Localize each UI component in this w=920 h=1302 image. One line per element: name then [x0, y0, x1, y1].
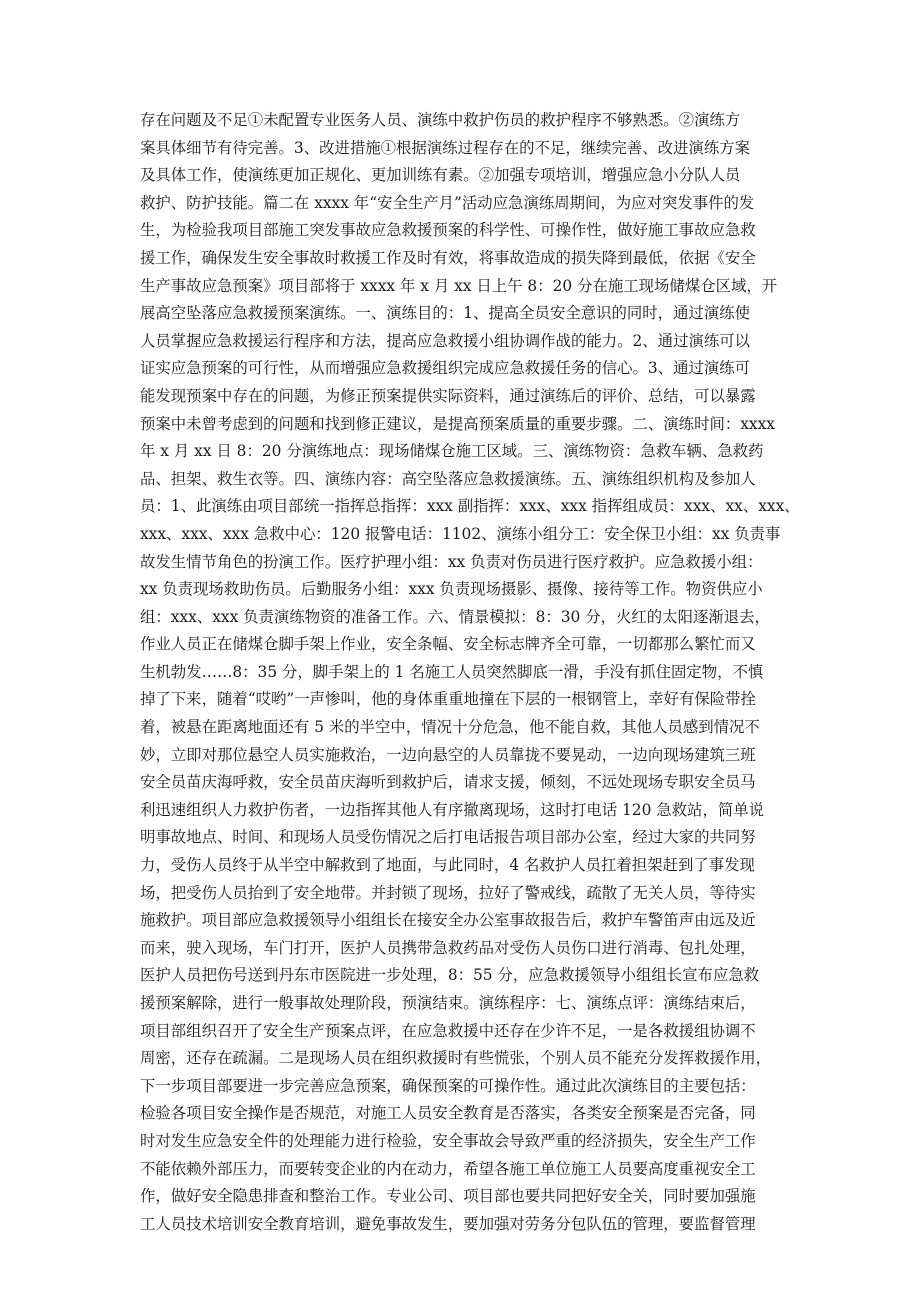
text-line: xxx、xxx、xxx 急救中心：120 报警电话：1102、演练小组分工：安全保卫小组：xx 负责事: [140, 524, 781, 543]
text-line: 救护、防护技能。篇二在 xxxx 年“安全生产月”活动应急演练周期间，为应对突发事件的发: [140, 193, 755, 212]
text-line: 力，受伤人员终于从半空中解救到了地面，与此同时，4 名救护人员扛着担架赶到了事发现: [140, 856, 755, 875]
text-line: 能发现预案中存在的问题，为修正预案提供实际资料，通过演练后的评价、总结，可以暴露: [140, 386, 756, 405]
text-line: 品、担架、救生衣等。四、演练内容：高空坠落应急救援演练。五、演练组织机构及参加人: [140, 469, 756, 488]
text-line: 故发生情节角色的扮演工作。医疗护理小组：xx 负责对伤员进行医疗救护。应急救援小组：: [140, 552, 763, 571]
text-line: 掉了下来，随着“哎哟”一声惨叫，他的身体重重地撞在下层的一根钢管上，幸好有保险带拴: [140, 690, 756, 709]
text-line: 下一步项目部要进一步完善应急预案，确保预案的可操作性。通过此次演练目的主要包括：: [140, 1076, 756, 1095]
text-line: 明事故地点、时间、和现场人员受伤情况之后打电话报告项目部办公室，经过大家的共同努: [140, 828, 756, 847]
text-line: 时对发生应急安全件的处理能力进行检验，安全事故会导致严重的经济损失，安全生产工作: [140, 1131, 756, 1150]
text-line: 人员掌握应急救援运行程序和方法，提高应急救援小组协调作战的能力。2、通过演练可以: [140, 331, 751, 350]
text-line: 及具体工作，使演练更加正规化、更加训练有素。②加强专项培训，增强应急小分队人员: [140, 166, 741, 185]
text-line: 年 x 月 xx 日 8：20 分演练地点：现场储煤仓施工区域。三、演练物资：急救车辆、急救药: [140, 442, 764, 461]
text-line: 利迅速组织人力救护伤者，一边指挥其他人有序撤离现场，这时打电话 120 急救站，简单说: [140, 800, 765, 819]
text-line: xx 负责现场救助伤员。后勤服务小组：xxx 负责现场摄影、摄像、接待等工作。物资供应小: [140, 580, 763, 599]
text-line: 场，把受伤人员抬到了安全地带。并封锁了现场，拉好了警戒线，疏散了无关人员，等待实: [140, 883, 756, 902]
text-line: 工人员技术培训安全教育培训，避免事故发生，要加强对劳务分包队伍的管理，要监督管理: [140, 1214, 756, 1233]
text-line: 案具体细节有待完善。3、改进措施①根据演练过程存在的不足，继续完善、改进演练方案: [140, 138, 751, 157]
text-line: 作业人员正在储煤仓脚手架上作业，安全条幅、安全标志牌齐全可靠，一切都那么繁忙而又: [140, 635, 756, 654]
text-line: 生，为检验我项目部施工突发事故应急救援预案的科学性、可操作性，做好施工事故应急救: [140, 221, 756, 240]
text-line: 员：1、此演练由项目部统一指挥总指挥：xxx 副指挥：xxx、xxx 指挥组成员：xxx、xx、xxx、: [140, 497, 800, 516]
text-line: 证实应急预案的可行性，从而增强应急救援组织完成应急救援任务的信心。3、通过演练可: [140, 359, 751, 378]
text-line: 预案中未曾考虑到的问题和找到修正建议，是提高预案质量的重要步骤。二、演练时间：xxxx: [140, 414, 775, 433]
text-line: 施救护。项目部应急救援领导小组组长在接安全办公室事故报告后，救护车警笛声由远及近: [140, 911, 756, 930]
body-text: [140, 107, 800, 1238]
text-line: 援预案解除，进行一般事故处理阶段，预演结束。演练程序：七、演练点评：演练结束后，: [140, 994, 756, 1012]
text-line: 生机勃发……8：35 分，脚手架上的 1 名施工人员突然脚底一滑，手没有抓住固定物，不慎: [140, 662, 764, 681]
text-line: 妙，立即对那位悬空人员实施救治，一边向悬空的人员靠拢不要晃动，一边向现场建筑三班: [140, 745, 756, 764]
text-line: 生产事故应急预案》项目部将于 xxxx 年 x 月 xx 日上午 8：20 分在施工现场储煤仓区域，开: [140, 276, 778, 295]
text-line: 组：xxx、xxx 负责演练物资的准备工作。六、情景模拟：8：30 分，火红的太阳逐渐退去，: [140, 607, 770, 626]
text-line: 作，做好安全隐患排查和整治工作。专业公司、项目部也要共同把好安全关，同时要加强施: [140, 1187, 756, 1206]
text-line: 存在问题及不足①未配置专业医务人员、演练中救护伤员的救护程序不够熟悉。②演练方: [140, 111, 741, 129]
text-line: 不能依赖外部压力，而要转变企业的内在动力，希望各施工单位施工人员要高度重视安全工: [140, 1159, 756, 1178]
text-line: 周密，还存在疏漏。二是现场人员在组织救援时有些慌张，个别人员不能充分发挥救援作用，: [140, 1049, 772, 1068]
text-line: 援工作，确保发生安全事故时救援工作及时有效，将事故造成的损失降到最低，依据《安全: [140, 248, 756, 267]
text-line: 医护人员把伤号送到丹东市医院进一步处理，8：55 分，应急救援领导小组组长宣布应急救: [140, 966, 760, 985]
text-line: 着，被悬在距离地面还有 5 米的半空中，情况十分危急，他不能自救，其他人员感到情况不: [140, 718, 760, 737]
text-line: 展高空坠落应急救援预案演练。一、演练目的：1、提高全员安全意识的同时，通过演练使: [140, 304, 751, 323]
text-line: 检验各项目安全操作是否规范，对施工人员安全教育是否落实，各类安全预案是否完备，同: [140, 1104, 756, 1123]
text-line: 而来，驶入现场，车门打开，医护人员携带急救药品对受伤人员伤口进行消毒、包扎处理，: [140, 938, 756, 957]
text-line: 安全员苗庆海呼救，安全员苗庆海听到救护后，请求支援，倾刻，不远处现场专职安全员马: [140, 773, 756, 792]
text-line: 项目部组织召开了安全生产预案点评，在应急救援中还存在少许不足，一是各救援组协调不: [140, 1021, 756, 1040]
